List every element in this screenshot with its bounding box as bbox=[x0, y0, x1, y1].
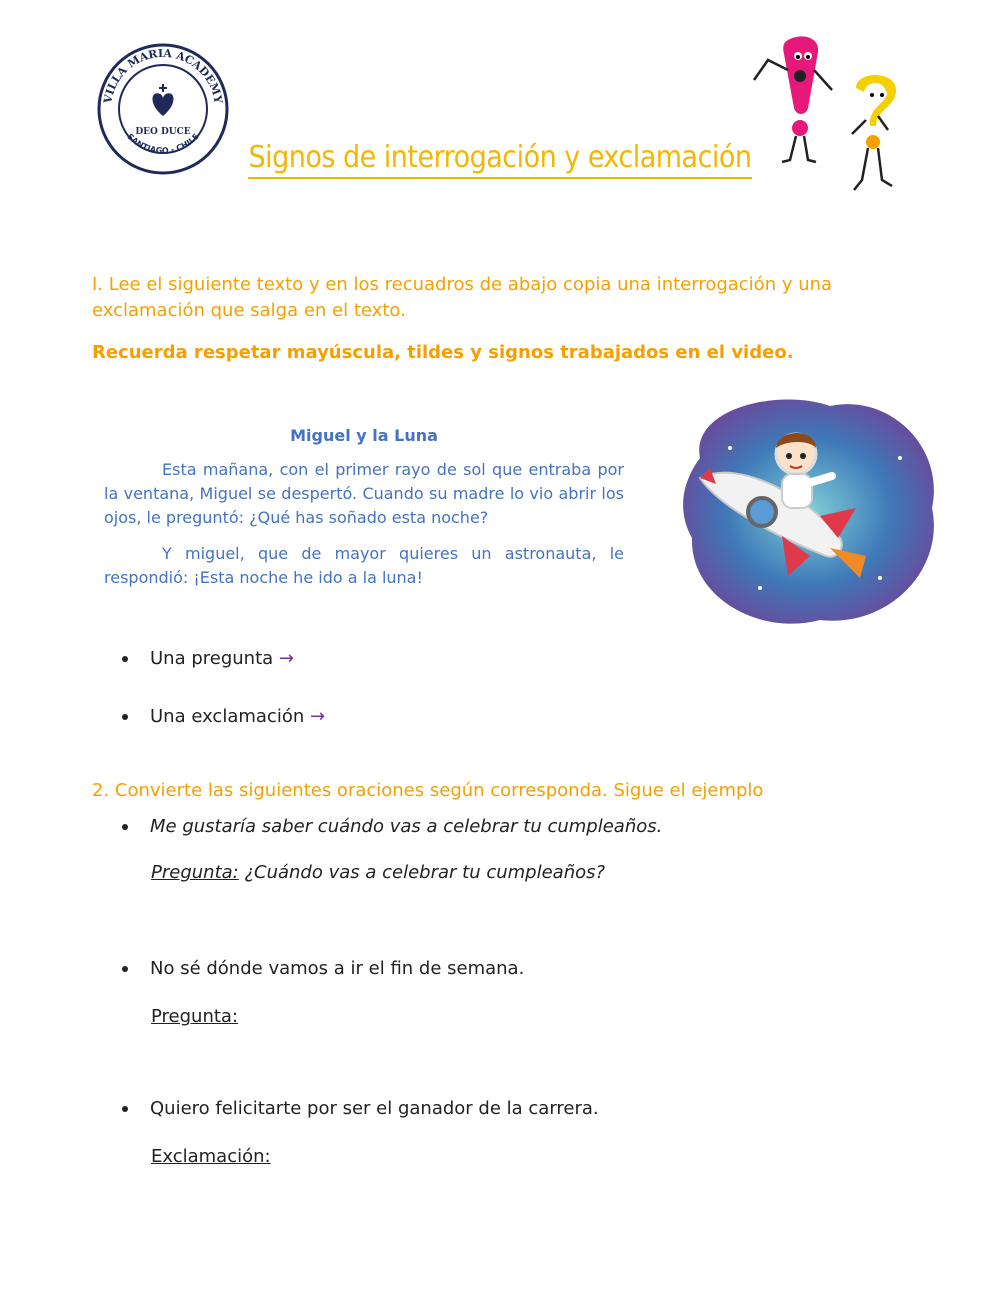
exercise-answer-3[interactable]: Exclamación: bbox=[151, 1146, 271, 1167]
bullet-icon bbox=[122, 966, 128, 972]
story-paragraph-2: Y miguel, que de mayor quieres un astronauta, le respondió: ¡Esta noche he ido a la luna! bbox=[104, 544, 624, 587]
story-title: Miguel y la Luna bbox=[290, 426, 438, 445]
bullet-icon bbox=[122, 1106, 128, 1112]
example-answer: Pregunta: ¿Cuándo vas a celebrar tu cumpleaños? bbox=[151, 862, 606, 883]
astronaut-rocket-illustration bbox=[670, 388, 950, 636]
exercise-sentence-2: No sé dónde vamos a ir el fin de semana. bbox=[122, 958, 524, 979]
exercise-sentence-3: Quiero felicitarte por ser el ganador de la carrera. bbox=[122, 1098, 599, 1119]
bullet-icon bbox=[122, 656, 128, 662]
svg-text:SANTIAGO - CHILE: SANTIAGO - CHILE bbox=[125, 131, 201, 156]
instruction-2: 2. Convierte las siguientes oraciones según corresponda. Sigue el ejemplo bbox=[92, 780, 764, 801]
answer-question-item: Una pregunta → bbox=[122, 648, 294, 669]
instruction-1: I. Lee el siguiente texto y en los recuadros de abajo copia una interrogación y una exclamación que salga en el texto. bbox=[92, 274, 833, 321]
svg-text:DEO DUCE: DEO DUCE bbox=[135, 127, 191, 137]
exercise-answer-2[interactable]: Pregunta: bbox=[151, 1006, 239, 1027]
punctuation-characters-illustration bbox=[748, 30, 908, 202]
story-paragraph-1: Esta mañana, con el primer rayo de sol que entraba por la ventana, Miguel se despertó. Cuando su madre lo vio abrir los ojos, le preguntó: ¿Qué has soñado esta noche? bbox=[104, 460, 624, 527]
bullet-icon bbox=[122, 824, 128, 830]
example-sentence: Me gustaría saber cuándo vas a celebrar tu cumpleaños. bbox=[122, 816, 662, 837]
instruction-1-reminder: Recuerda respetar mayúscula, tildes y signos trabajados en el video. bbox=[92, 342, 794, 363]
page-title: Signos de interrogación y exclamación bbox=[0, 140, 1000, 175]
svg-text:VILLA MARIA ACADEMY: VILLA MARIA ACADEMY bbox=[101, 46, 225, 105]
bullet-icon bbox=[122, 714, 128, 720]
answer-exclamation-item: Una exclamación → bbox=[122, 706, 325, 727]
arrow-right-icon: → bbox=[309, 706, 326, 727]
arrow-right-icon: → bbox=[278, 648, 294, 669]
